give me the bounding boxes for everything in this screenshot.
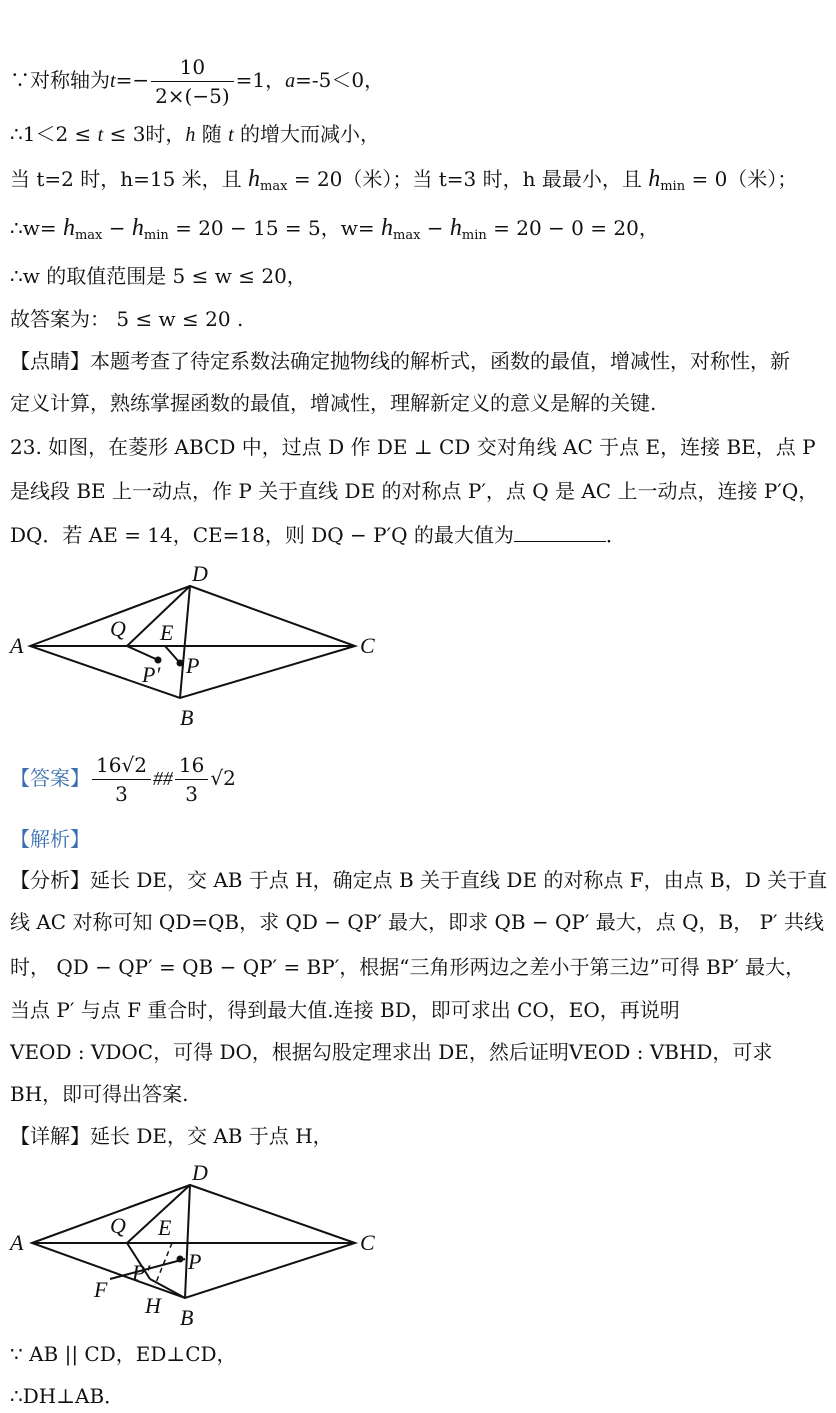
analysis-line-1: 【分析】延长 DE，交 AB 于点 H，确定点 B 关于直线 DE 的对称点 F，由点 B，D 关于直 bbox=[10, 868, 828, 892]
detail-line-3: ∴DH⊥AB． bbox=[10, 1384, 125, 1408]
sqrt-two: √2 bbox=[210, 766, 236, 790]
segment-de-b bbox=[180, 586, 190, 698]
point-p bbox=[177, 660, 184, 667]
answer-blank bbox=[514, 523, 606, 542]
numerator: 10 bbox=[151, 53, 234, 82]
subscript: min bbox=[660, 179, 686, 194]
label-a: A bbox=[10, 1230, 24, 1255]
subscript: max bbox=[74, 228, 103, 243]
text: ∵对称轴为 bbox=[10, 68, 110, 92]
line-range: ∴w 的取值范围是 5 ≤ w ≤ 20， bbox=[10, 264, 307, 288]
var: t bbox=[97, 124, 104, 146]
separator: ## bbox=[152, 768, 173, 790]
problem-23-line-3 bbox=[10, 521, 828, 549]
var: h bbox=[381, 215, 394, 241]
rhombus-figure-2 bbox=[0, 1155, 400, 1330]
segment-db bbox=[185, 1185, 190, 1298]
var: t bbox=[228, 124, 234, 146]
label-c: C bbox=[360, 633, 375, 658]
analysis-line-4: 当点 P′ 与点 F 重合时，得到最大值.连接 BD，即可求出 CO，EO，再说明 bbox=[10, 998, 680, 1022]
text: = 20 − 15 = 5，w= bbox=[168, 216, 382, 240]
text: − bbox=[102, 216, 132, 240]
subscript: max bbox=[393, 228, 421, 243]
denominator: 2×(−5) bbox=[155, 84, 230, 108]
text: ∴w= bbox=[10, 216, 63, 240]
label-e: E bbox=[160, 620, 174, 645]
text: = 20 − 0 = 20， bbox=[486, 216, 659, 240]
segment-dq bbox=[127, 586, 190, 646]
analysis-line-6: BH，即可得出答案. bbox=[10, 1082, 189, 1106]
analysis-line-3: 时， QD − QP′ = QB − QP′ = BP′，根据“三角形两边之差小于第三边”可得 BP′ 最大， bbox=[10, 955, 806, 979]
answer-fraction-2 bbox=[175, 751, 208, 808]
label-b: B bbox=[180, 705, 194, 730]
label-b: B bbox=[180, 1305, 194, 1330]
answer-line bbox=[10, 750, 828, 808]
subscript: min bbox=[461, 228, 487, 243]
label-a: A bbox=[10, 633, 24, 658]
analysis-line-2: 线 AC 对称可知 QD=QB，求 QD − QP′ 最大，即求 QB − QP′ 最大，点 Q，B， P′ 共线 bbox=[10, 910, 824, 934]
line-hmax-hmin bbox=[10, 165, 828, 201]
label-p: P bbox=[188, 1249, 202, 1274]
var: h bbox=[648, 166, 661, 192]
segment-qp1 bbox=[127, 646, 158, 660]
answer-fraction-1 bbox=[92, 751, 151, 808]
point-p bbox=[177, 1256, 184, 1263]
rhombus-outline bbox=[32, 1185, 355, 1298]
text: =− bbox=[115, 68, 150, 92]
denominator: 3 bbox=[185, 782, 199, 806]
analysis-line-5: VEOD : VDOC，可得 DO，根据勾股定理求出 DE，然后证明VEOD : VBHD，可求 bbox=[10, 1040, 773, 1064]
text: =1， bbox=[235, 68, 286, 92]
var: h bbox=[185, 124, 196, 146]
line-symmetry-axis bbox=[10, 50, 828, 111]
text: ≤ 3时， bbox=[103, 122, 186, 146]
label-p: P bbox=[186, 653, 200, 678]
text: − bbox=[420, 216, 450, 240]
answer-label: 【答案】 bbox=[10, 766, 90, 790]
problem-23-line-1: 23. 如图，在菱形 ABCD 中，过点 D 作 DE ⊥ CD 交对角线 AC 于点 E，连接 BE，点 P bbox=[10, 435, 816, 459]
subscript: min bbox=[143, 228, 169, 243]
label-q: Q bbox=[110, 616, 126, 641]
text: =-5＜0， bbox=[295, 68, 385, 92]
text: ． bbox=[605, 523, 626, 547]
label-e: E bbox=[158, 1215, 172, 1240]
line-w-values bbox=[10, 214, 828, 250]
label-q: Q bbox=[110, 1213, 126, 1238]
label-c: C bbox=[360, 1230, 375, 1255]
line-dianjing-1: 【点睛】本题考查了待定系数法确定抛物线的解析式，函数的最值，增减性，对称性，新 bbox=[10, 349, 790, 373]
rhombus-outline bbox=[30, 586, 355, 698]
text: = 20（米）；当 t=3 时，h 最最小，且 bbox=[287, 167, 649, 191]
detail-line-1: 【详解】延长 DE，交 AB 于点 H， bbox=[10, 1124, 333, 1148]
text: 随 bbox=[195, 122, 229, 146]
label-f: F bbox=[94, 1277, 108, 1302]
var: h bbox=[62, 215, 75, 241]
analysis-label: 【解析】 bbox=[10, 827, 90, 851]
var: h bbox=[248, 166, 261, 192]
numerator: 16 bbox=[175, 751, 208, 780]
subscript: max bbox=[260, 179, 288, 194]
var: h bbox=[131, 215, 144, 241]
label-d: D bbox=[192, 1160, 208, 1185]
text: ∴1＜2 ≤ bbox=[10, 122, 98, 146]
detail-line-2: ∵ AB || CD，ED⊥CD， bbox=[10, 1342, 237, 1366]
fraction bbox=[151, 53, 234, 110]
label-p-prime: P′ bbox=[132, 1260, 151, 1285]
numerator: 16√2 bbox=[92, 751, 151, 780]
line-dianjing-2: 定义计算，熟练掌握函数的最值，增减性，理解新定义的意义是解的关键. bbox=[10, 391, 657, 415]
var-a: a bbox=[285, 70, 296, 92]
label-d: D bbox=[192, 561, 208, 586]
label-h: H bbox=[145, 1293, 161, 1318]
text: 的增大而减小， bbox=[233, 122, 381, 146]
text: = 0（米）； bbox=[685, 167, 798, 191]
var-t: t bbox=[110, 70, 116, 92]
text: DQ．若 AE = 14，CE=18，则 DQ − P′Q 的最大值为 bbox=[10, 523, 514, 547]
label-p-prime: P′ bbox=[142, 662, 161, 687]
text: 当 t=2 时，h=15 米，且 bbox=[10, 167, 249, 191]
denominator: 3 bbox=[115, 782, 128, 806]
var: h bbox=[449, 215, 462, 241]
figure1-lines bbox=[30, 586, 355, 698]
problem-23-line-2: 是线段 BE 上一动点，作 P 关于直线 DE 的对称点 P′，点 Q 是 AC 上一动点，连接 P′Q， bbox=[10, 479, 819, 503]
figure2-lines bbox=[32, 1185, 355, 1298]
line-decreasing bbox=[10, 120, 828, 149]
line-answer-is: 故答案为： 5 ≤ w ≤ 20 . bbox=[10, 307, 244, 331]
rhombus-figure-1 bbox=[0, 555, 400, 735]
